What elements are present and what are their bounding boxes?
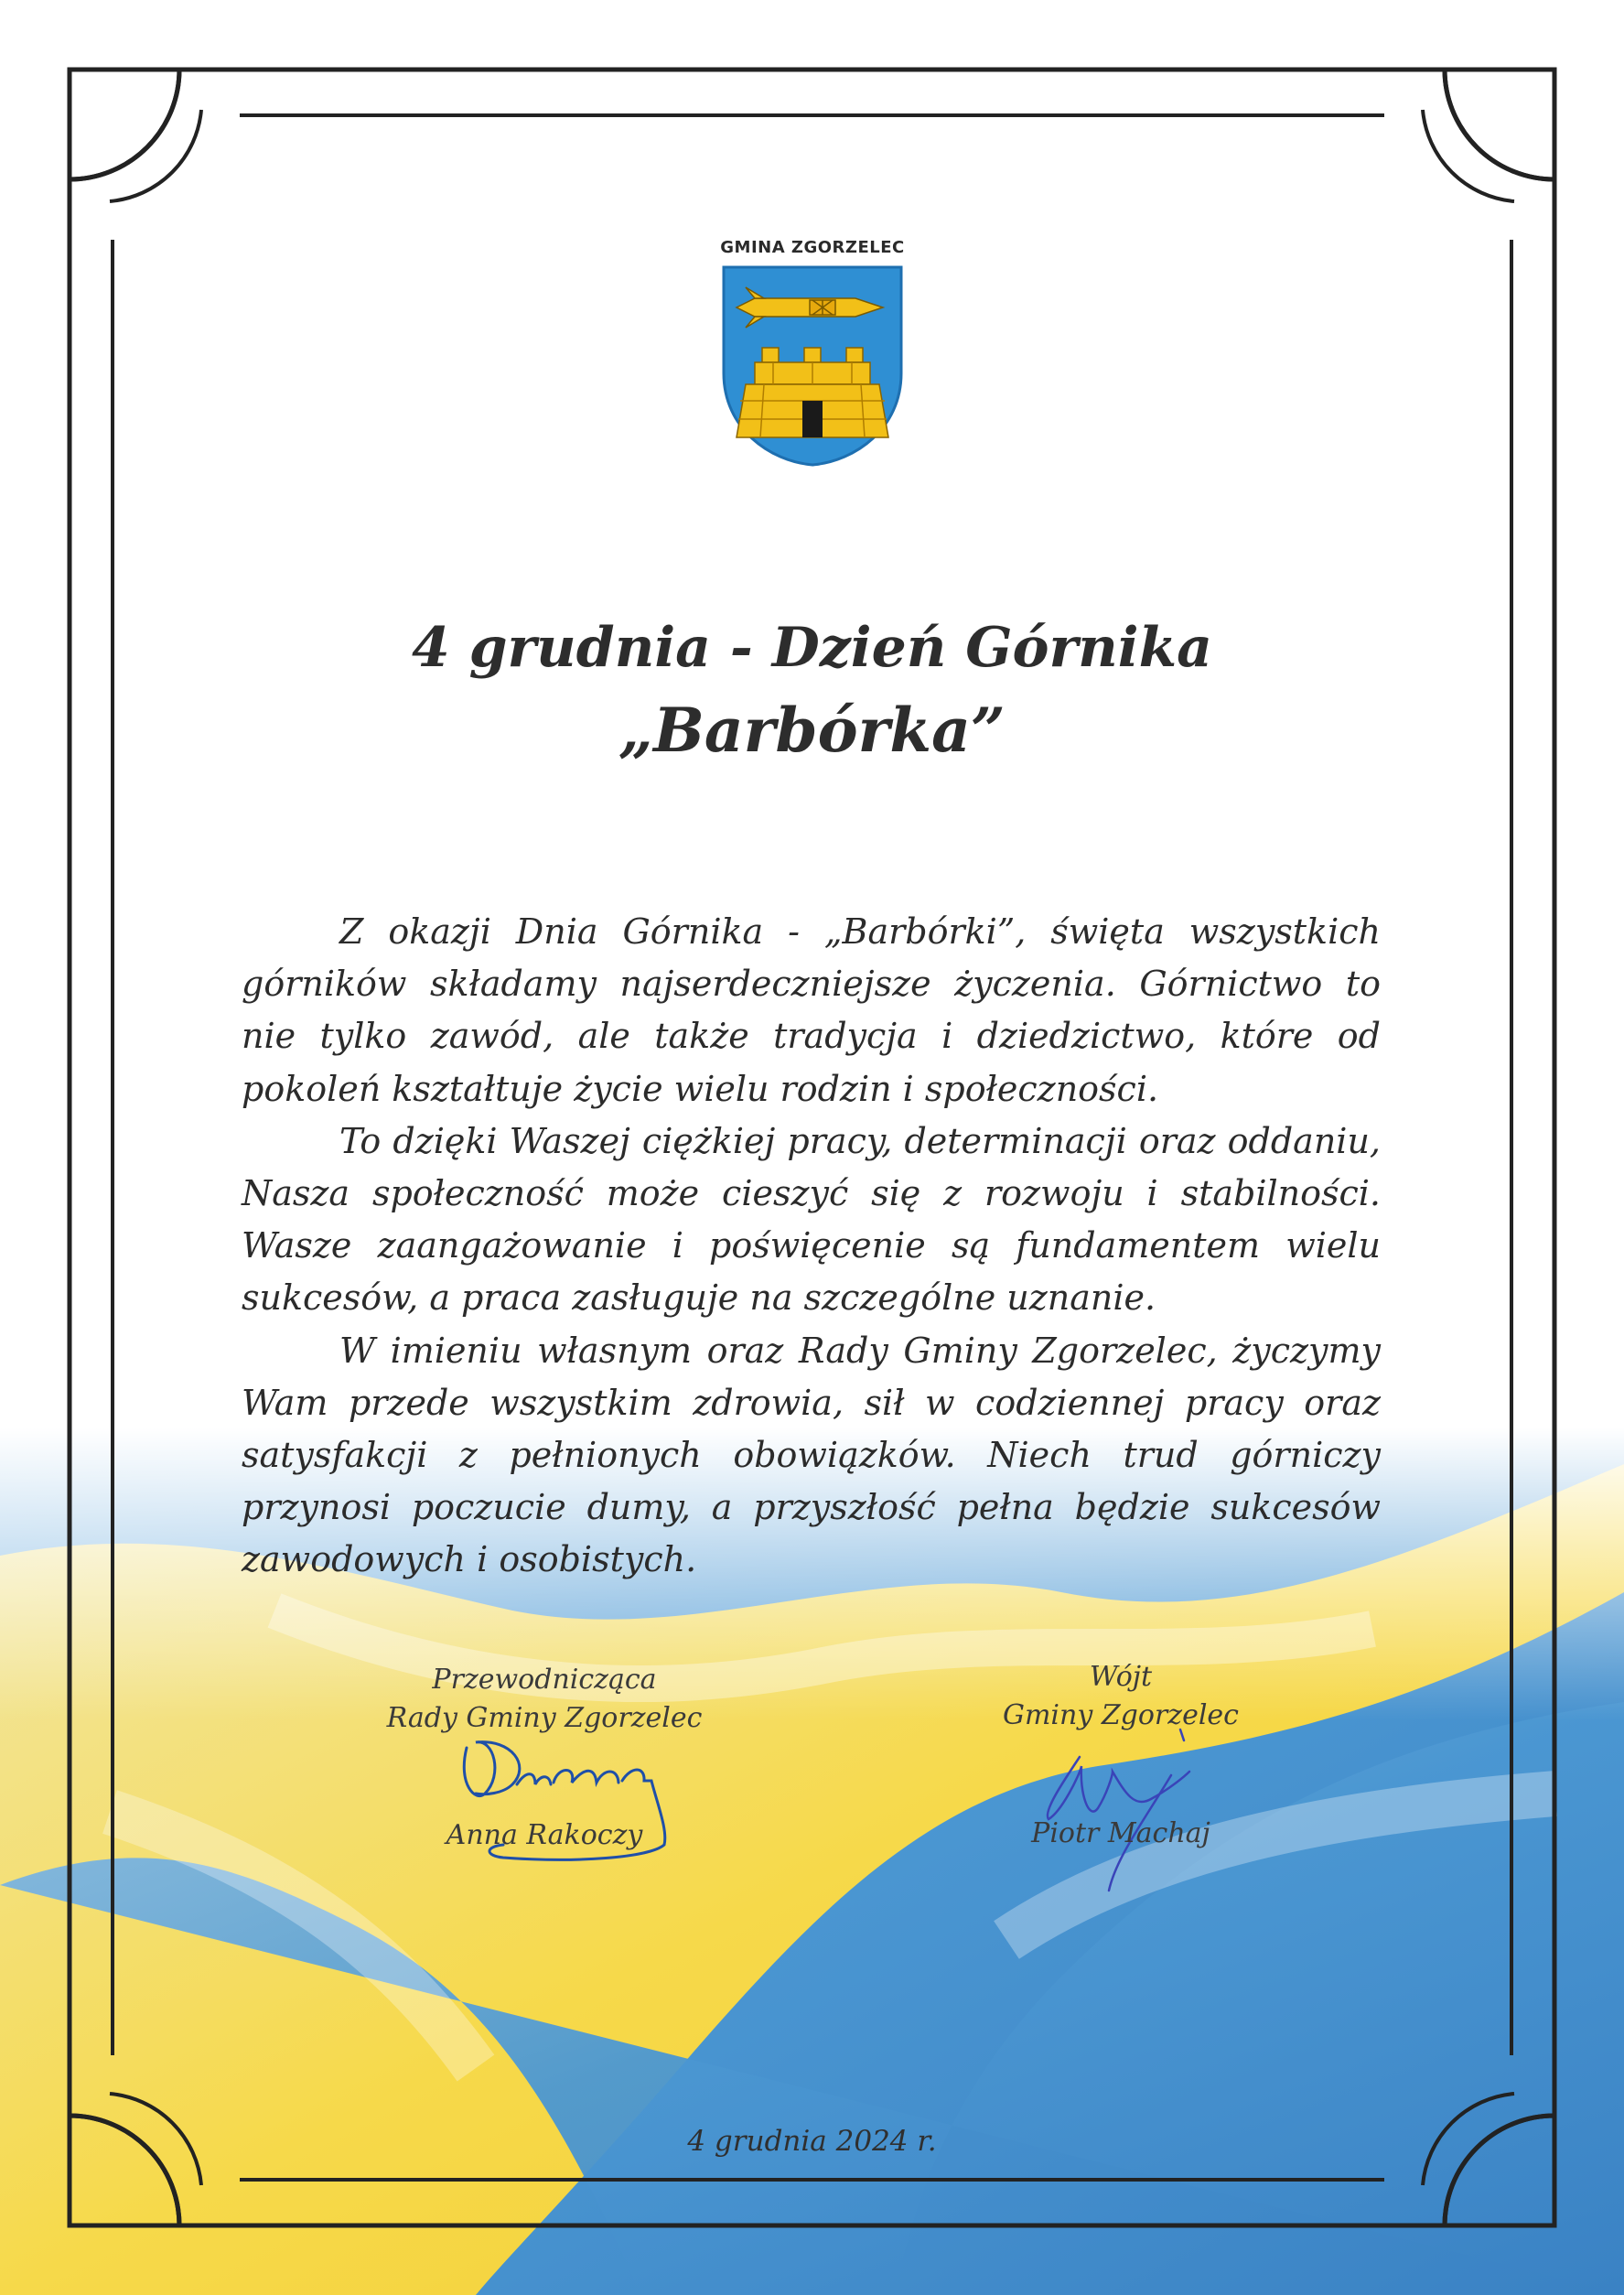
page-title: 4 grudnia - Dzień Górnika — [411, 616, 1213, 680]
signatory-right-name: Piotr Machaj — [1031, 1817, 1210, 1849]
signatory-right-role-line2: Gminy Zgorzelec — [1003, 1699, 1239, 1731]
letter-body — [242, 906, 1381, 1587]
signatory-left-role-line1: Przewodnicząca — [432, 1664, 657, 1696]
paragraph-2: To dzięki Waszej ciężkiej pracy, determinacji oraz oddaniu, Nasza społeczność może cieszyć się z rozwoju i stabilności. Wasze zaangażowanie i poświęcenie są fundamentem wielu sukcesów, a praca zasługuje na szczególne uznanie. — [242, 1120, 1381, 1319]
logo-caption: GMINA ZGORZELEC — [720, 238, 905, 257]
paragraph-1: Z okazji Dnia Górnika - „Barbórki”, święta wszystkich górników składamy najserdeczniejsze życzenia. Górnictwo to nie tylko zawód, ale także tradycja i dziedzictwo, które od pokoleń kształtuje życie wielu rodzin i społeczności. — [242, 911, 1381, 1109]
signatory-left-role — [361, 1661, 727, 1738]
municipality-logo — [709, 236, 916, 470]
coat-of-arms-icon — [718, 264, 907, 469]
signature-right-icon — [1025, 1720, 1226, 1894]
paragraph-3: W imieniu własnym oraz Rady Gminy Zgorzelec, życzymy Wam przede wszystkim zdrowia, sił w codziennej pracy oraz satysfakcji z pełnionych obowiązków. Niech trud górniczy przynosi poczucie dumy, a przyszłość pełna będzie sukcesów zawodowych i osobistych. — [242, 1330, 1381, 1580]
document-date: 4 grudnia 2024 r. — [687, 2125, 937, 2158]
signatory-left-role-line2: Rady Gminy Zgorzelec — [386, 1702, 703, 1734]
signatory-right-role-line1: Wójt — [1089, 1661, 1153, 1693]
page-subtitle: „Barbórka” — [618, 695, 1006, 766]
signatory-left-name: Anna Rakoczy — [446, 1819, 643, 1851]
